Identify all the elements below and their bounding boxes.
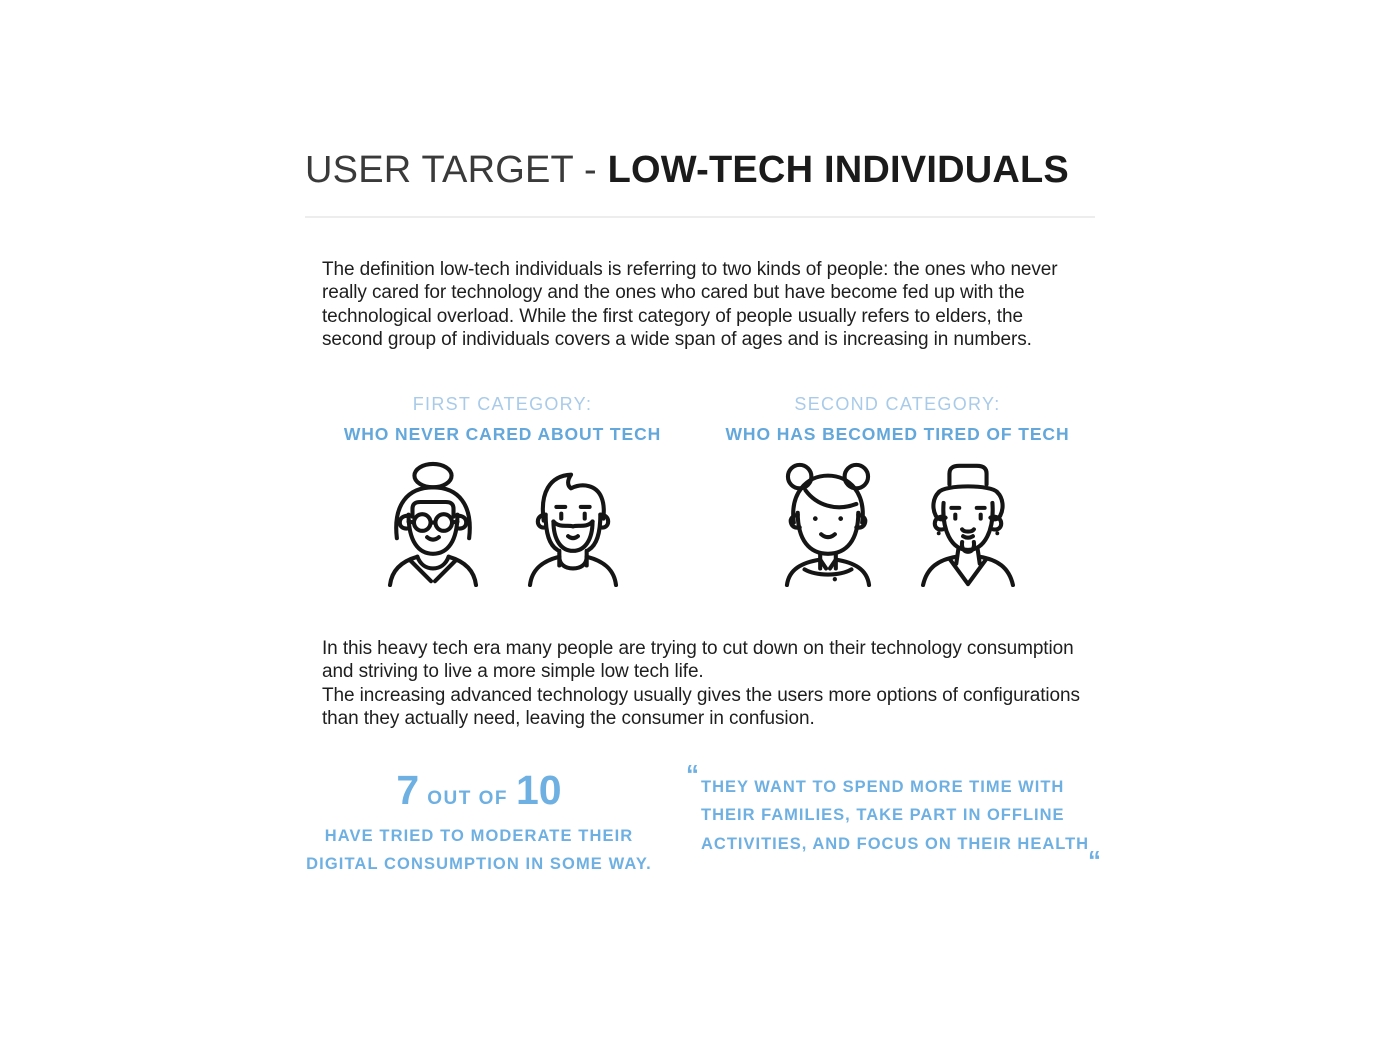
category-first-heading: WHO NEVER CARED ABOUT TECH [343, 423, 662, 444]
hat-man-icon [919, 460, 1017, 587]
category-first-label: FIRST CATEGORY: [412, 393, 593, 414]
quote-line-1: THEY WANT TO SPEND MORE TIME WITH [701, 777, 1065, 796]
category-second-icons [700, 460, 1095, 587]
open-quote-mark: “ [686, 758, 697, 789]
title-divider [305, 216, 1095, 218]
categories-row [305, 394, 1095, 587]
stat-headline [305, 767, 653, 814]
stat-number-left: 7 [396, 766, 420, 813]
category-second-heading: WHO HAS BECOMED TIRED OF TECH [725, 423, 1070, 444]
middle-paragraph-2: The increasing advanced technology usually gives the users more options of configurations than they actually need, leaving the consumer in confusion. [322, 684, 1080, 730]
category-first-icons [305, 460, 700, 587]
intro-paragraph: The definition low-tech individuals is referring to two kinds of people: the ones who never really cared for technology and the ones who cared but have become fed up with the technological overload. While the first category of people usually refers to elders, the second group of individuals covers a wide span of ages and is increasing in numbers. [322, 258, 1058, 351]
young-man-icon [524, 460, 622, 587]
stat-block [305, 767, 653, 879]
stat-number-right: 10 [515, 766, 562, 813]
middle-paragraph-1: In this heavy tech era many people are trying to cut down on their technology consumption and striving to live a more simple low tech life. [322, 637, 1074, 683]
category-second [700, 394, 1095, 587]
category-first [305, 394, 700, 587]
elderly-woman-icon [384, 460, 482, 587]
stat-line-1: HAVE TRIED TO MODERATE THEIR [324, 826, 634, 845]
bun-girl-icon [779, 460, 877, 587]
stat-line-2: DIGITAL CONSUMPTION IN SOME WAY. [306, 855, 652, 874]
quote-block [686, 758, 1099, 876]
stat-connector: OUT OF [427, 787, 508, 809]
category-second-label: SECOND CATEGORY: [794, 393, 1001, 414]
bottom-row [305, 758, 1099, 907]
page-title-light: USER TARGET - [305, 149, 608, 191]
quote-line-2: THEIR FAMILIES, TAKE PART IN OFFLINE [701, 806, 1065, 825]
page-title [305, 148, 1095, 194]
close-quote-mark: “ [1088, 845, 1099, 876]
page-title-bold: LOW-TECH INDIVIDUALS [607, 149, 1069, 191]
quote-line-3: ACTIVITIES, AND FOCUS ON THEIR HEALTH [701, 834, 1090, 853]
slide-content [305, 148, 1099, 907]
